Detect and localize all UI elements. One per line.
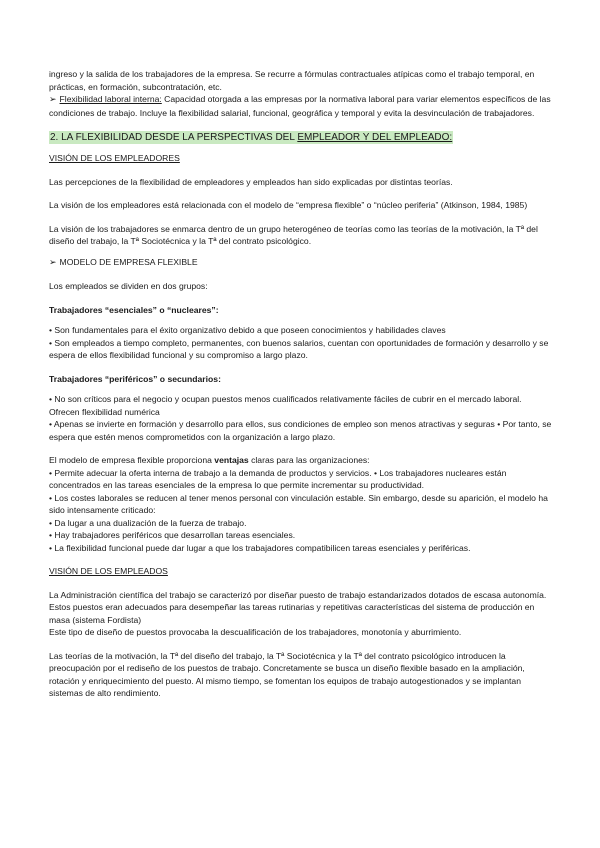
ventajas-bullet-4: • Hay trabajadores periféricos que desarrollan tareas esenciales.: [49, 530, 296, 540]
paragraph-vision-trabajadores: La visión de los trabajadores se enmarca dentro de un grupo heterogéneo de teorías como las teorías de la motivación, la Tª del diseño del trabajo, la Tª Sociotécnica y la Tª del contrato psicológico.: [49, 223, 538, 246]
ventajas-bold: ventajas: [214, 455, 249, 465]
nucleares-heading: Trabajadores “esenciales” o “nucleares”:: [49, 304, 219, 315]
paragraph-descualificacion: Este tipo de diseño de puestos provocaba la descualificación de los trabajadores, monotonía y aburrimiento.: [49, 627, 462, 637]
perifericos-heading: Trabajadores “periféricos” o secundarios:: [49, 373, 221, 384]
arrow-bullet-icon: ➢: [49, 95, 57, 105]
paragraph-administracion: La Administración científica del trabajo se caracterizó por diseñar puesto de trabajo estandarizados dotados de escasa autonomía. Estos puestos eran adecuados para desempeñar las tareas rutinarias y repetitivas características del sistema de producción en masa (sistema Fordista): [49, 589, 547, 625]
nucleares-heading-wrap: [49, 304, 553, 317]
section-heading-part2: EMPLEADOR Y DEL EMPLEADO:: [297, 132, 453, 143]
ventajas-bullet-1: • Permite adecuar la oferta interna de trabajo a la demanda de productos y servicios. • Los trabajadores nucleares están concentrados en las tareas esenciales de la empresa lo que permite incrementar su productividad.: [49, 467, 507, 490]
paragraph-vision-empleadores: La visión de los empleadores está relacionada con el modelo de “empresa flexible” o “núcleo periferia” (Atkinson, 1984, 1985): [49, 200, 528, 210]
section-heading-part1: 2. LA FLEXIBILIDAD DESDE LA PERSPECTIVAS DEL: [50, 132, 298, 143]
document-body: [49, 68, 553, 700]
ventajas-bullet-3: • Da lugar a una dualización de la fuerza de trabajo.: [49, 517, 247, 528]
nucleares-bullet-1: • Son fundamentales para el éxito organizativo debido a que poseen conocimientos y habilidades claves: [49, 325, 446, 335]
heading-vision-empleados: VISIÓN DE LOS EMPLEADOS: [49, 566, 168, 576]
heading-vision-empleadores: VISIÓN DE LOS EMPLEADORES: [49, 153, 180, 163]
nucleares-bullet-2: • Son empleados a tiempo completo, permanentes, con buenos salarios, cuentan con oportunidades de formación y desarrollo y se espera de ellos flexibilidad funcional y su compromiso a largo plazo.: [49, 337, 549, 360]
flex-interna-term: Flexibilidad laboral interna:: [59, 94, 162, 104]
ventajas-post: claras para las organizaciones:: [248, 455, 370, 465]
ventajas-bullet-2: • Los costes laborales se reducen al tener menos personal con vinculación estable. Sin embargo, desde su aparición, el modelo ha sido intensamente criticado:: [49, 492, 548, 515]
flex-interna-item: [49, 93, 553, 119]
modelo-item: [49, 256, 553, 270]
perifericos-bullet-1: • No son críticos para el negocio y ocupan puestos menos cualificados relativamente fáciles de cubrir en el mercado laboral. Ofrecen flexibilidad numérica: [49, 394, 522, 417]
paragraph-grupos: Los empleados se dividen en dos grupos:: [49, 281, 208, 291]
ventajas-pre: El modelo de empresa flexible proporciona: [49, 455, 215, 465]
modelo-label: MODELO DE EMPRESA FLEXIBLE: [59, 256, 198, 267]
flex-interna-text: Capacidad otorgada a las empresas por la normativa laboral para variar elementos específicos de las condiciones de trabajo. Incluye la flexibilidad salarial, funcional, geográfica y temporal y evita la desvinculación de trabajadores.: [49, 94, 551, 118]
paragraph-teorias: Las teorías de la motivación, la Tª del diseño del trabajo, la Tª Sociotécnica y la Tª del contrato psicológico introducen la preocupación por el rediseño de los puestos de trabajo. Concretamente se busca un diseño flexible basado en la ampliación, rotación y enriquecimiento del puesto. Al mismo tiempo, se fomentan los equipos de trabajo autogestionados y se implantan sistemas de alto rendimiento.: [49, 650, 525, 698]
perifericos-heading-wrap: [49, 373, 553, 386]
paragraph-percepciones: Las percepciones de la flexibilidad de empleadores y empleados han sido explicadas por distintas teorías.: [49, 176, 453, 187]
arrow-bullet-icon: ➢: [49, 257, 57, 268]
section-heading-2: [49, 131, 453, 144]
ventajas-intro: [49, 454, 553, 467]
ventajas-bullet-5: • La flexibilidad funcional puede dar lugar a que los trabajadores compatibilicen tareas esenciales y periféricas.: [49, 542, 471, 553]
paragraph-ingreso: ingreso y la salida de los trabajadores de la empresa. Se recurre a fórmulas contractuales atípicas como el trabajo temporal, en prácticas, en formación, subcontratación, etc.: [49, 69, 535, 92]
perifericos-bullet-2: • Apenas se invierte en formación y desarrollo para ellos, sus condiciones de empleo son menos atractivas y seguras • Por tanto, se espera que estén menos comprometidos con la organización a largo plazo.: [49, 419, 552, 442]
